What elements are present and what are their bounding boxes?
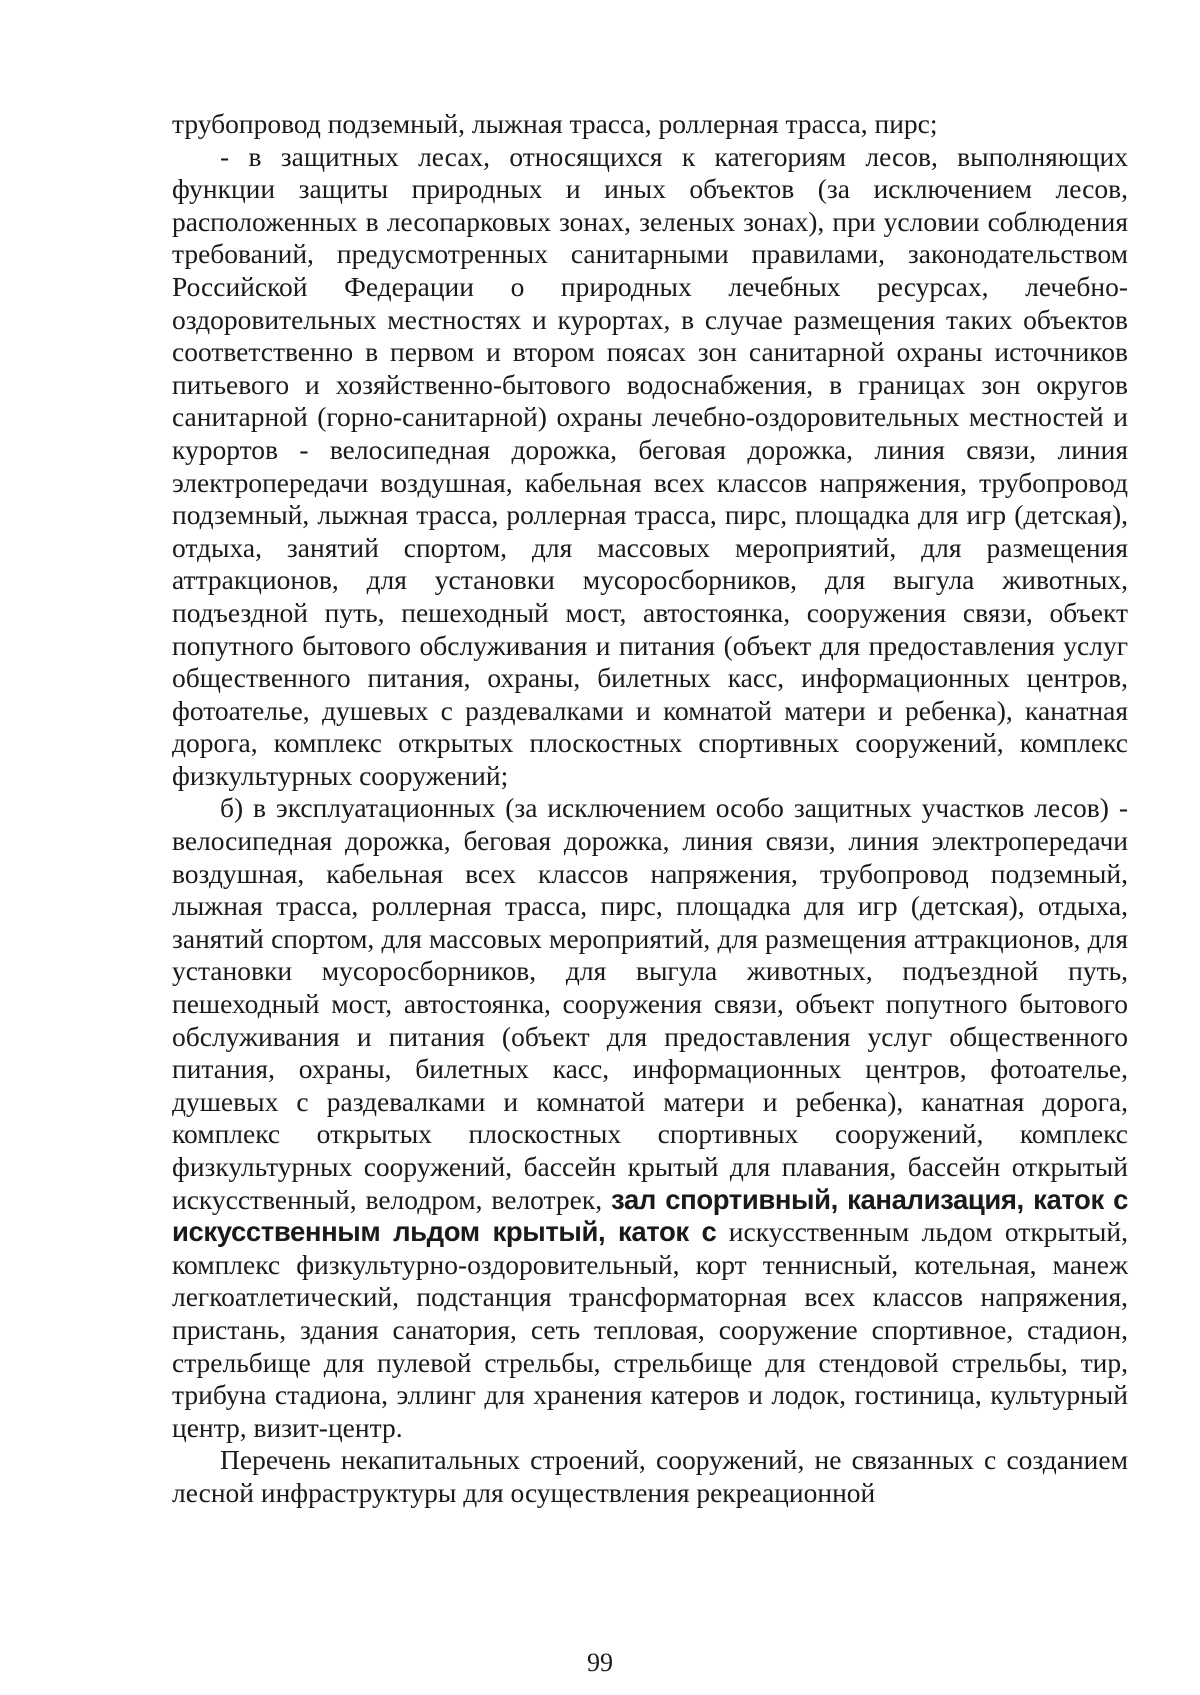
paragraph-operational-bold-line: зал спортивный, канализация, каток с искусственным льдом крытый, каток с — [172, 1183, 1129, 1248]
paragraph-operational-text-end: искусственным льдом открытый, комплекс физкультурно-оздоровительный, корт теннисный, котельная, манеж легкоатлетический, подстанция трансформаторная всех классов напряжения, пристань, здания санатория, сеть тепловая, сооружение спортивное, стадион, стрельбище для пулевой стрельбы, стрельбище для стендовой стрельбы, тир, трибуна стадиона, эллинг для хранения катеров и лодок, гостиница, культурный центр, визит-центр. — [172, 1216, 1128, 1443]
paragraph-non-capital-list: Перечень некапитальных строений, сооружений, не связанных с созданием лесной инфраструктуры для осуществления рекреационной — [172, 1444, 1128, 1508]
document-page — [172, 108, 1128, 1510]
paragraph-operational-text-start: б) в эксплуатационных (за исключением особо защитных участков лесов) - велосипедная дорожка, беговая дорожка, линия связи, линия электропередачи воздушная, кабельная всех классов напряжения, трубопровод подземный, лыжная трасса, роллерная трасса, пирс, площадка для игр (детская), отдыха, занятий спортом, для массовых мероприятий, для размещения аттракционов, для установки мусоросборников, для выгула животных, подъездной путь, пешеходный мост, автостоянка, сооружения связи, объект попутного бытового обслуживания и питания (объект для предоставления услуг общественного питания, охраны, билетных касс, информационных центров, фотоателье, душевых с раздевалками и комнатой матери и ребенка), канатная дорога, комплекс открытых плоскостных спортивных сооружений, комплекс физкультурных сооружений, бассейн крытый для плавания, бассейн открытый искусственный, велодром, велотрек, — [172, 792, 1128, 1215]
page-number: 99 — [587, 1648, 613, 1677]
paragraph-operational-forests — [172, 792, 1128, 1444]
paragraph-continuation: трубопровод подземный, лыжная трасса, роллерная трасса, пирс; — [172, 108, 938, 139]
paragraph-protective-forests: - в защитных лесах, относящихся к категориям лесов, выполняющих функции защиты природных и иных объектов (за исключением лесов, расположенных в лесопарковых зонах, зеленых зонах), при условии соблюдения требований, предусмотренных санитарными правилами, законодательством Российской Федерации о природных лечебных ресурсах, лечебно-оздоровительных местностях и курортах, в случае размещения таких объектов соответственно в первом и втором поясах зон санитарной охраны источников питьевого и хозяйственно-бытового водоснабжения, в границах зон округов санитарной (горно-санитарной) охраны лечебно-оздоровительных местностей и курортов - велосипедная дорожка, беговая дорожка, линия связи, линия электропередачи воздушная, кабельная всех классов напряжения, трубопровод подземный, лыжная трасса, роллерная трасса, пирс, площадка для игр (детская), отдыха, занятий спортом, для массовых мероприятий, для размещения аттракционов, для установки мусоросборников, для выгула животных, подъездной путь, пешеходный мост, автостоянка, сооружения связи, объект попутного бытового обслуживания и питания (объект для предоставления услуг общественного питания, охраны, билетных касс, информационных центров, фотоателье, душевых с раздевалками и комнатой матери и ребенка), канатная дорога, комплекс открытых плоскостных спортивных сооружений, комплекс физкультурных сооружений; — [172, 140, 1128, 791]
